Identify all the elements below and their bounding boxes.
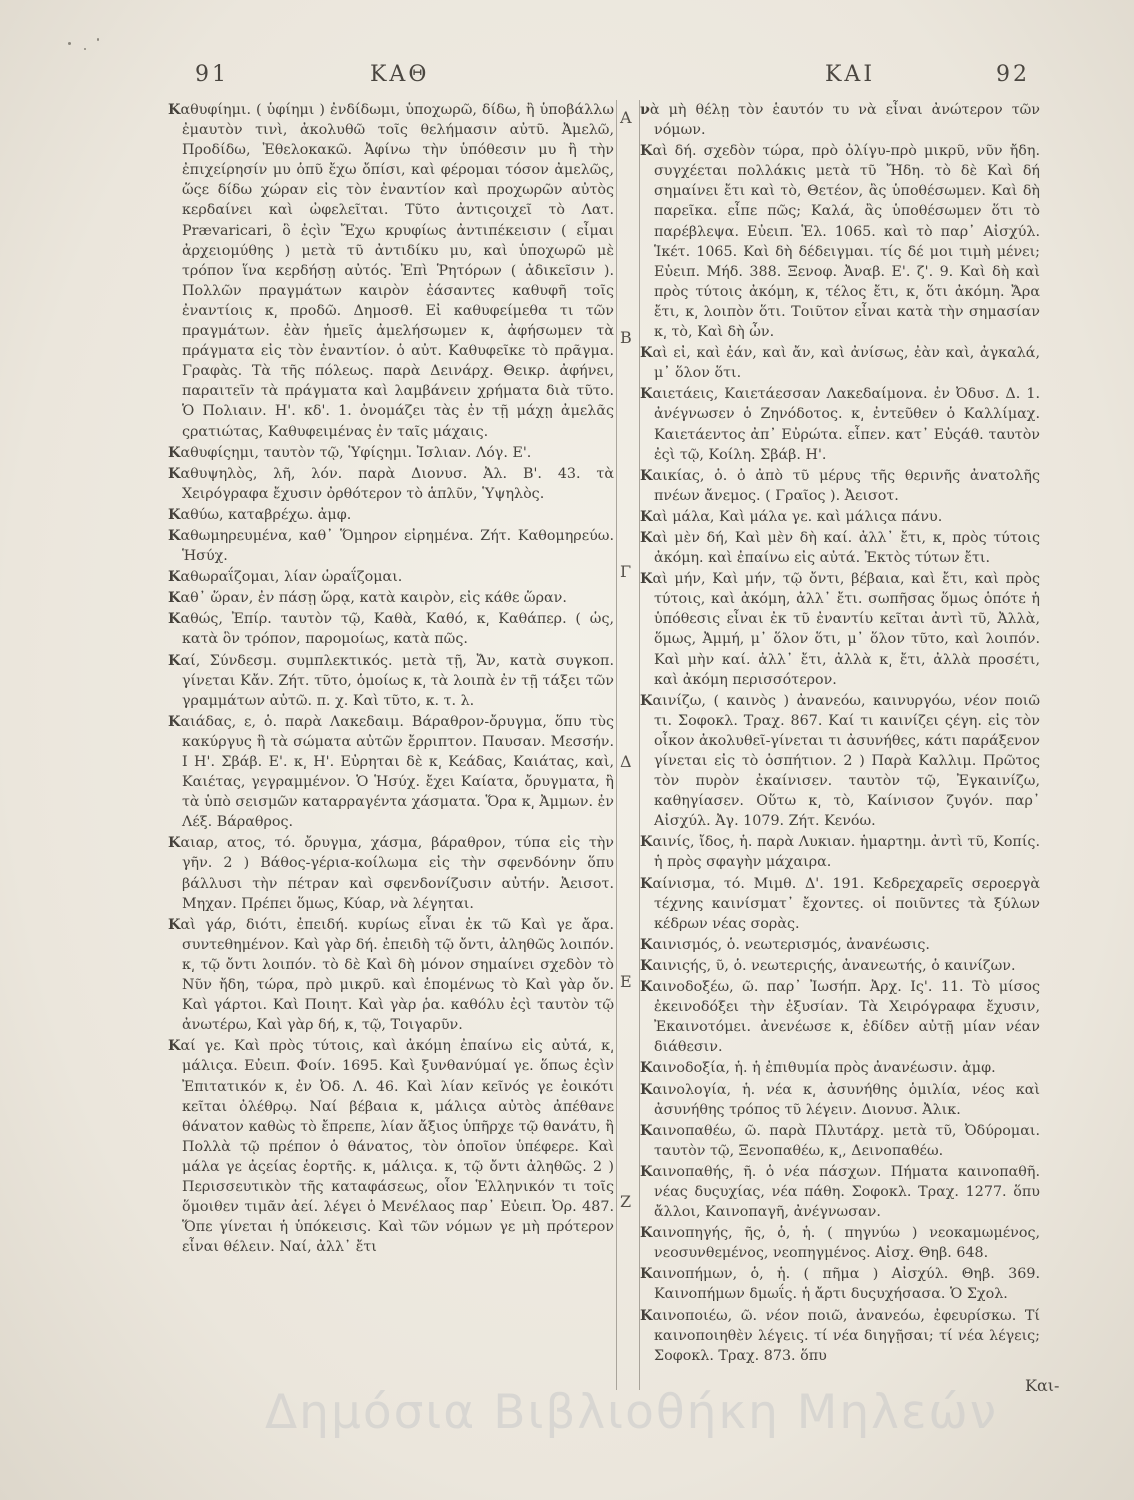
dictionary-entry: Καικίας, ὁ. ὁ ἀπὸ τῦ μέρυς τῆς θερινῆς ἀνατολῆς πνέων ἄνεμος. ( Γραῖος ). Ἀεισοτ.: [640, 467, 1040, 504]
dictionary-entry: Καὶ μήν, Καὶ μήν, τῷ ὄντι, βέβαια, καὶ ἔτι, καὶ πρὸς τύτοις, καὶ ἀκόμη, ἀλλ᾽ ἔτι. σωπῆσας ὅμως ὁπότε ἡ ὑπόθεσις εἶναι ἐκ τῦ ἐναντίυ κεῖται ἀντὶ τῦ, Ἀλλὰ, ὅμως, Ἀμμή, μ᾽ ὅλον ὅτι, μ᾽ ὅλον τῦτο, καὶ λοιπόν. Καὶ μὴν καί. ἀλλ᾽ ἔτι, ἀλλὰ κ͵ ἔτι, ἀλλὰ προσέτι, καὶ ἀκόμη περισσότερον.: [640, 571, 1040, 688]
dictionary-entry: Καί γε. Καὶ πρὸς τύτοις, καὶ ἀκόμη ἐπαίνω εἰς αὐτά, κ͵ μάλιςα. Εὐειπ. Φοίν. 1695. Καὶ ξυνθανύμαί γε. ὅπως ἐςὶν Ἐπιτατικόν κ͵ ἐν Ὀδ. Λ. 46. Καὶ λίαν κεῖνός γε ἐοικότι κεῖται ὀλέθρῳ. Ναί βέβαια κ͵ μάλιςα αὐτὸς ἀπέθανε θάνατον καθὼς τὸ ἔπρεπε, λίαν ἄξιος ὑπῆρχε τῷ θανάτυ, ἢ Πολλὰ τῷ πρέπον ὁ θάνατος, τὸν ὁποῖον ὑπέφερε. Καὶ μάλα γε ἀςείας ἑορτῆς. κ͵ μάλιςα. κ͵ τῷ ὄντι ἀληθῶς. 2 ) Περισσευτικὸν τῆς καταφάσεως, οἷον Ἑλληνικόν τι τοῖς ὅμοιθεν τιμᾶν ἀεί. λέγει ὁ Μενέλαος παρ᾽ Εὐειπ. Ὀρ. 487. Ὅπε γίνεται ἡ ὑπόκεισις. Καὶ τῶν νόμων γε μὴ πρότερον εἶναι θέλειν. Ναί, ἀλλ᾽ ἔτι: [168, 1038, 614, 1256]
section-letter: Γ: [620, 562, 632, 581]
running-title-right: ΚΑΙ: [825, 62, 876, 87]
dictionary-entry: Καθωραΐζομαι, λίαν ὡραΐζομαι.: [168, 569, 403, 586]
dictionary-entry: Καινισμός, ὁ. νεωτερισμός, ἀνανέωσις.: [640, 936, 930, 953]
left-column: [168, 100, 614, 1258]
dictionary-entry: Καθ᾽ ὥραν, ἐν πάσῃ ὥρᾳ, κατὰ καιρὸν, εἰς κάθε ὥραν.: [168, 590, 567, 607]
dictionary-entry: Καὶ μάλα, Καὶ μάλα γε. καὶ μάλιςα πάνυ.: [640, 508, 943, 525]
ink-speck: [97, 38, 99, 41]
dictionary-entry: Καινολογία, ἡ. νέα κ͵ ἀσυνήθης ὁμιλία, νέος καὶ ἀσυνήθης τρόπος τῦ λέγειν. Διονυσ. Ἀλικ.: [640, 1081, 1040, 1118]
dictionary-entry: Καθωμηρευμένα, καθ᾽ Ὅμηρον εἰρημένα. Ζήτ. Καθομηρεύω. Ἡσύχ.: [168, 527, 614, 565]
dictionary-entry: Καινίζω, ( καινὸς ) ἀνανεόω, καινυργόω, νέον ποιῶ τι. Σοφοκλ. Τραχ. 867. Καί τι καινίζει ςέγη. εἰς τὸν οἶκον ἀκολυθεῖ-γίνεται τι ἀσυνήθες, κάτι παράξενον γίνεται εἰς τὸ ὁσπήτιον. 2 ) Παρὰ Καλλιμ. Πρῶτος τὸν πυρὸν ἐκαίνισεν. ταυτὸν τῷ, Ἐγκαινίζω, καθηγίασεν. Οὕτω κ͵ τὸ, Καίνισον ζυγόν. παρ᾽ Αἰσχύλ. Ἀγ. 1079. Ζήτ. Κενόω.: [640, 692, 1040, 830]
dictionary-entry: Καιαρ, ατος, τό. ὄρυγμα, χάσμα, βάραθρον, τύπα εἰς τὴν γῆν. 2 ) Βάθος-γέρια-κοίλωμα εἰς τὴν σφενδόνην ὅπυ βάλλυσι τὴν πέτραν καὶ σφενδονίζυσιν αὐτήν. Ἀεισοτ. Μηχαν. Πρέπει ὅμως, Κύαρ, νὰ λέγηται.: [168, 835, 614, 912]
section-letter: Β: [620, 328, 632, 347]
dictionary-entry: Καινοπαθής, ῆ. ὁ νέα πάσχων. Πήματα καινοπαθῆ. νέας δυςυχίας, νέα πάθη. Σοφοκλ. Τραχ. 1277. ὅπυ ἄλλοι, Καινοπαγῆ, ἀνέγνωσαν.: [640, 1163, 1040, 1221]
library-watermark: Δημόσια Βιβλιοθήκη Μηλεών: [265, 1385, 998, 1440]
dictionary-entry: Καινοπήμων, ὁ, ἡ. ( πῆμα ) Αἰσχύλ. Θηβ. 369. Καινοπήμων δμωΐς. ἡ ἄρτι δυςυχήσασα. Ὁ Σχολ.: [640, 1266, 1040, 1303]
dictionary-entry: Καὶ δή. σχεδὸν τώρα, πρὸ ὀλίγυ-πρὸ μικρῦ, νῦν ἤδη. συγχέεται πολλάκις μετὰ τῦ Ἤδη. τὸ δὲ Καὶ δή σημαίνει ἔτι καὶ τὸ, Θετέον, ἂς ὑποθέσωμεν. Καὶ δὴ παρεῖκα. εἶπε πῶς; Καλά, ἂς ὑποθέσωμεν ὅτι τὸ παρέβλεψα. Εὐειπ. Ἑλ. 1065. καὶ τὸ παρ᾽ Αἰσχύλ. Ἱκέτ. 1065. Καὶ δὴ δέδειγμαι. τίς δέ μοι τιμὴ μένει; Εὐειπ. Μήδ. 388. Ξενοφ. Ἀναβ. Ε'. ζ'. 9. Καὶ δὴ καὶ πρὸς τύτοις ἀκόμη, κ͵ τέλος ἔτι, κ͵ ὅτι ἀκόμη. Ἄρα ἔτι, κ͵ λοιπὸν ὅτι. Τοιῦτον εἶναι κατὰ τὴν σημασίαν κ͵ τὸ, Καὶ δὴ ὦν.: [640, 143, 1040, 341]
dictionary-entry: Καθυφίςημι, ταυτὸν τῷ, Ὑφίςημι. Ἰσλιαν. Λόγ. Ε'.: [168, 444, 532, 461]
dictionary-entry: Καινοδοξία, ἡ. ἡ ἐπιθυμία πρὸς ἀνανέωσιν. ἀμφ.: [640, 1060, 996, 1077]
dictionary-entry: Καινοπηγής, ῆς, ὁ, ἡ. ( πηγνύω ) νεοκαμωμένος, νεοσυνθεμένος, νεοπηγμένος. Αἰσχ. Θηβ. 648.: [640, 1225, 1040, 1262]
ink-speck: [68, 42, 71, 45]
dictionary-entry: Καθώς, Ἐπίρ. ταυτὸν τῷ, Καθὰ, Καθό, κ͵ Καθάπερ. ( ὡς, κατὰ ὃν τρόπον, παρομοίως, κατὰ πῶς.: [168, 611, 614, 648]
dictionary-entry: Καινοδοξέω, ῶ. παρ᾽ Ἰωσήπ. Ἀρχ. Ις'. 11. Τὸ μίσος ἐκεινοδόξει τὴν ἐξυσίαν. Τὰ Χειρόγραφα ἔχυσιν, Ἐκαινοτόμει. ἀνενέωσε κ͵ ἐδίδεν αὐτῇ μίαν νέαν διάθεσιν.: [640, 979, 1040, 1056]
dictionary-entry: Καὶ γάρ, διότι, ἐπειδή. κυρίως εἶναι ἐκ τῶ Καὶ γε ἄρα. συντεθημένον. Καὶ γὰρ δή. ἐπειδὴ τῷ ὄντι, ἀληθῶς λοιπόν. κ͵ τῷ ὄντι λοιπόν. τὸ δὲ Καὶ δὴ μόνον σημαίνει σχεδὸν τὸ Νῦν ἤδη, τώρα, πρὸ μικρῦ. καὶ ἑπομένως τὸ Καὶ γὰρ ὄν. Καὶ γάρτοι. Καὶ Ποιητ. Καὶ γὰρ ῥα. καθόλυ ἐςὶ ταυτὸν τῷ ἀνωτέρω, Καὶ γὰρ δή, κ͵ τῷ, Τοιγαρῦν.: [168, 916, 614, 1034]
section-letter: Ζ: [620, 1192, 632, 1211]
page-number-right: 92: [996, 62, 1030, 87]
dictionary-entry: Καί, Σύνδεσμ. συμπλεκτικός. μετὰ τῇ, Ἄν, κατὰ συγκοπ. γίνεται Κἄν. Ζήτ. τῦτο, ὁμοίως κ͵ τὰ λοιπὰ ἐν τῇ τάξει τῶν γραμμάτων αὐτῶ. π. χ. Καὶ τῦτο, κ. τ. λ.: [168, 652, 614, 709]
dictionary-entry: νὰ μὴ θέλῃ τὸν ἑαυτόν τυ νὰ εἶναι ἀνώτερον τῶν νόμων.: [640, 102, 1040, 139]
section-letter: Α: [620, 108, 632, 127]
dictionary-entry: Καινίς, ἴδος, ἡ. παρὰ Λυκιαν. ἡμαρτημ. ἀντὶ τῦ, Κοπίς. ἡ πρὸς σφαγὴν μάχαιρα.: [640, 834, 1040, 871]
section-letter: Δ: [620, 752, 632, 771]
dictionary-entry: Καὶ εἰ, καὶ ἐάν, καὶ ἄν, καὶ ἀνίσως, ἐὰν καὶ, ἀγκαλά, μ᾽ ὅλον ὅτι.: [640, 345, 1040, 382]
dictionary-entry: Καὶ μὲν δή, Καὶ μὲν δὴ καί. ἀλλ᾽ ἔτι, κ͵ πρὸς τύτοις ἀκόμη. καὶ ἐπαίνω εἰς αὐτά. Ἐκτὸς τύτων ἔτι.: [640, 529, 1040, 567]
dictionary-entry: Καίνισμα, τό. Μιμθ. Δ'. 191. Κεδρεχαρεῖς σεροεργὰ τέχνης καινίσματ᾽ ἔχοντες. οἱ ποιῦντες τὰ ξύλων κέδρων νέας σορὰς.: [640, 875, 1040, 932]
dictionary-entry: Καθυφίημι. ( ὑφίημι ) ἐνδίδωμι, ὑποχωρῶ, δίδω, ἢ ὑποβάλλω ἐμαυτὸν τινὶ, ἀκολυθῶ τοῖς θελήμασιν αὐτῦ. Ἀμελῶ, Προδίδω, Ἐθελοκακῶ. Ἀφίνω τὴν ὑπόθεσιν μυ ἢ τὴν ἐπιχείρησίν μυ ὁπῦ ἔχω ὄπίσι, καὶ φέρομαι τόσον ἀμελῶς, ὥςε δίδω χώραν εἰς τὸν ἐναντίον καὶ προχωρῶν αὐτὸς κερδαίνει καὶ ὠφελεῖται. Τῦτο ἀντιςοιχεῖ τὸ Λατ. Prævaricari, ὃ ἐςὶν Ἔχω κρυφίως ἀντιπέκεισιν ( εἶμαι ἀρχειομύθης ) μετὰ τῦ ἀντιδίκυ μυ, καὶ ὑποχωρῶ μὲ τρόπον ἵνα κερδήσῃ αὐτός. Ἐπὶ Ῥητόρων ( ἀδικεῖσιν ). Πολλῶν πραγμάτων καιρὸν ἐάσαντες καθυφῆ τοῖς ἐναντίοις κ͵ προδῶ. Δημοσθ. Εἰ καθυφείμεθα τι τῶν πραγμάτων. ἐὰν ἡμεῖς ἀμελήσωμεν κ͵ ἀφήσωμεν τὰ πράγματα εἰς τὸν ἐναντίον. ὁ αὐτ. Καθυφεῖκε τὸ πρᾶγμα. Γραφὰς. Τὰ τῆς πόλεως. παρὰ Δεινάρχ. Θεικρ. ἀφήνει, παραιτεῖν τὰ πράγματα καὶ λαμβάνειν χρήματα διὰ τῦτο. Ὁ Πολιαιν. Η'. κδ'. 1. ὀνομάζει τὰς ἐν τῇ μάχῃ ἀμελᾶς ςρατιώτας, Καθυφειμένας ἐν ταῖς μάχαις.: [168, 102, 614, 440]
dictionary-entry: Καιετάεις, Καιετάεσσαν Λακεδαίμονα. ἐν Ὀδυσ. Δ. 1. ἀνέγνωσεν ὁ Ζηνόδοτος. κ͵ ἐντεῦθεν ὁ Καλλίμαχ. Καιετάεντος ἀπ᾽ Εὐρώτα. εἶπεν. κατ᾽ Εὐςάθ. ταυτὸν ἐςὶ τῷ, Κοίλη. Σβάβ. Η'.: [640, 386, 1040, 463]
catchword: Και-: [1025, 1376, 1060, 1395]
right-column: [640, 100, 1040, 1367]
ink-speck: [84, 48, 86, 50]
dictionary-entry: Καιάδας, ε, ὁ. παρὰ Λακεδαιμ. Βάραθρον-ὄρυγμα, ὅπυ τὺς κακύργυς ἢ τὰ σώματα αὐτῶν ἔρριπτον. Παυσαν. Μεσσήν. Ι Η'. Σβάβ. Ε'. κ͵ Η'. Εὐρηται δὲ κ͵ Κεάδας, Καιάτας, καὶ, Καιέτας, γεγραμμένον. Ὁ Ἡσύχ. ἔχει Καίατα, ὄρυγματα, ἢ τὰ ὑπὸ σεισμῶν καταρραγέντα χάσματα. Ὅρα κ͵ Ἀμμων. ἐν Λέξ. Βάραθρος.: [168, 713, 614, 831]
dictionary-entry: Καθύω, καταβρέχω. ἀμφ.: [168, 506, 352, 523]
section-letter: Ε: [620, 972, 632, 991]
dictionary-entry: Καινοπαθέω, ῶ. παρὰ Πλυτάρχ. μετὰ τῦ, Ὀδύρομαι. ταυτὸν τῷ, Ξενοπαθέω, κ͵, Δεινοπαθέω.: [640, 1122, 1040, 1159]
running-title-left: ΚΑΘ: [370, 62, 430, 87]
dictionary-entry: Καινοποιέω, ῶ. νέον ποιῶ, ἀνανεόω, ἐφευρίσκω. Τί καινοποιηθὲν λέγεις. τί νέα διηγῇσαι; τί νέα λέγεις; Σοφοκλ. Τραχ. 873. ὅπυ: [640, 1307, 1040, 1364]
running-header: [195, 62, 1030, 96]
dictionary-entry: Καθυψηλὸς, λῆ, λόν. παρὰ Διονυσ. Ἀλ. Β'. 43. τὰ Χειρόγραφα ἔχυσιν ὀρθότερον τὸ ἁπλῦν, Ὑψηλὸς.: [168, 465, 614, 502]
dictionary-entry: Καινιςής, ῦ, ὁ. νεωτεριςής, ἀνανεωτής, ὁ καινίζων.: [640, 957, 1016, 974]
section-letter-column: [616, 100, 640, 1390]
page-number-left: 91: [195, 62, 229, 87]
